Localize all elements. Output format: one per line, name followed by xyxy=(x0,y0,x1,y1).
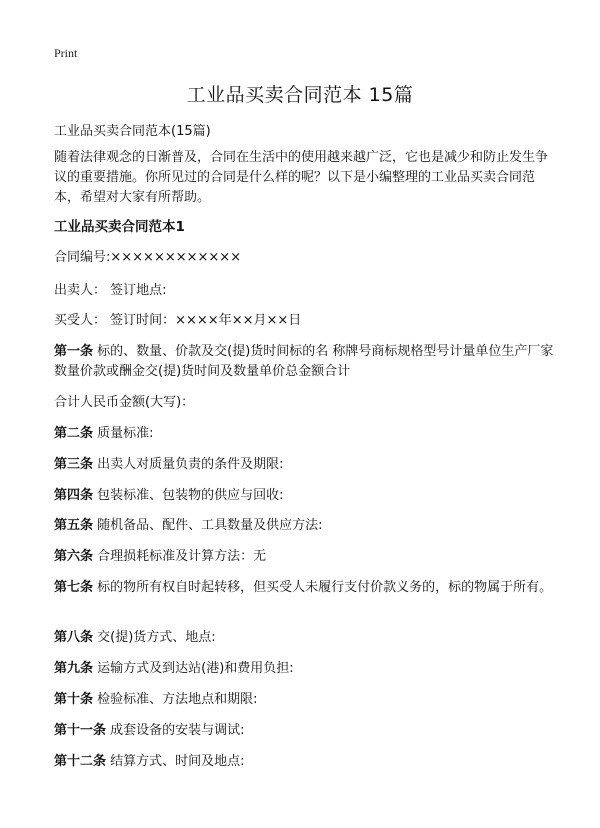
article-item xyxy=(54,455,556,475)
article-item xyxy=(54,486,556,506)
article-text: 随机备品、配件、工具数量及供应方法: xyxy=(93,518,323,533)
article-text: 结算方式、时间及地点: xyxy=(106,754,245,769)
article-text: 交(提)货方式、地点: xyxy=(93,630,216,645)
article-text: 合计人民币金额(大写)： xyxy=(54,395,195,410)
article-text: 检验标准、方法地点和期限: xyxy=(93,692,258,707)
article-label: 第一条 xyxy=(54,344,94,359)
article-item xyxy=(54,424,556,444)
article-label: 第七条 xyxy=(54,580,94,595)
article-item xyxy=(54,721,556,741)
article-item xyxy=(54,578,556,598)
article-item xyxy=(54,628,556,648)
article-item xyxy=(54,393,556,413)
article-text: 质量标准: xyxy=(93,426,154,441)
article-label: 第二条 xyxy=(54,426,94,441)
article-item xyxy=(54,516,556,536)
article-label: 第九条 xyxy=(54,661,94,676)
article-label: 第八条 xyxy=(54,630,94,645)
article-label: 第三条 xyxy=(54,457,94,472)
article-label: 第六条 xyxy=(54,549,94,564)
intro-paragraph: 随着法律观念的日渐普及，合同在生活中的使用越来越广泛，它也是减少和防止发生争议的重要措施。你所见过的合同是什么样的呢？以下是小编整理的工业品买卖合同范本，希望对大家有所帮助。 xyxy=(54,150,549,205)
contract-number-field: 合同编号:×××××××××××× xyxy=(54,250,242,265)
article-item xyxy=(54,752,556,772)
article-label: 第五条 xyxy=(54,518,94,533)
seller-field: 出卖人： 签订地点: xyxy=(54,283,167,298)
article-item xyxy=(54,342,556,382)
document-subtitle: 工业品买卖合同范本(15篇) xyxy=(54,124,211,139)
article-label: 第十一条 xyxy=(54,723,107,738)
article-label: 第四条 xyxy=(54,488,94,503)
article-text: 出卖人对质量负责的条件及期限: xyxy=(93,457,284,472)
article-label: 第十条 xyxy=(54,692,94,707)
article-text: 标的物所有权自时起转移，但买受人未履行支付价款义务的，标的物属于所有。 xyxy=(93,580,553,595)
print-link[interactable]: Print xyxy=(54,46,78,60)
section-heading: 工业品买卖合同范本1 xyxy=(54,219,185,235)
article-item xyxy=(54,690,556,710)
article-text: 包装标准、包装物的供应与回收: xyxy=(93,488,284,503)
article-label: 第十二条 xyxy=(54,754,107,769)
page-title: 工业品买卖合同范本 15篇 xyxy=(186,84,414,106)
article-text: 运输方式及到达站(港)和费用负担: xyxy=(93,661,294,676)
article-text: 合理损耗标准及计算方法：无 xyxy=(93,549,267,564)
article-item xyxy=(54,547,556,567)
article-item xyxy=(54,659,556,679)
article-text: 成套设备的安装与调试: xyxy=(106,723,245,738)
article-text: 标的、数量、价款及交(提)货时间标的名 称牌号商标规格型号计量单位生产厂家数量价款或酬金交(提)货时间及数量单价总金额合计 xyxy=(54,344,554,379)
buyer-field: 买受人： 签订时间：××××年××月××日 xyxy=(54,313,302,328)
